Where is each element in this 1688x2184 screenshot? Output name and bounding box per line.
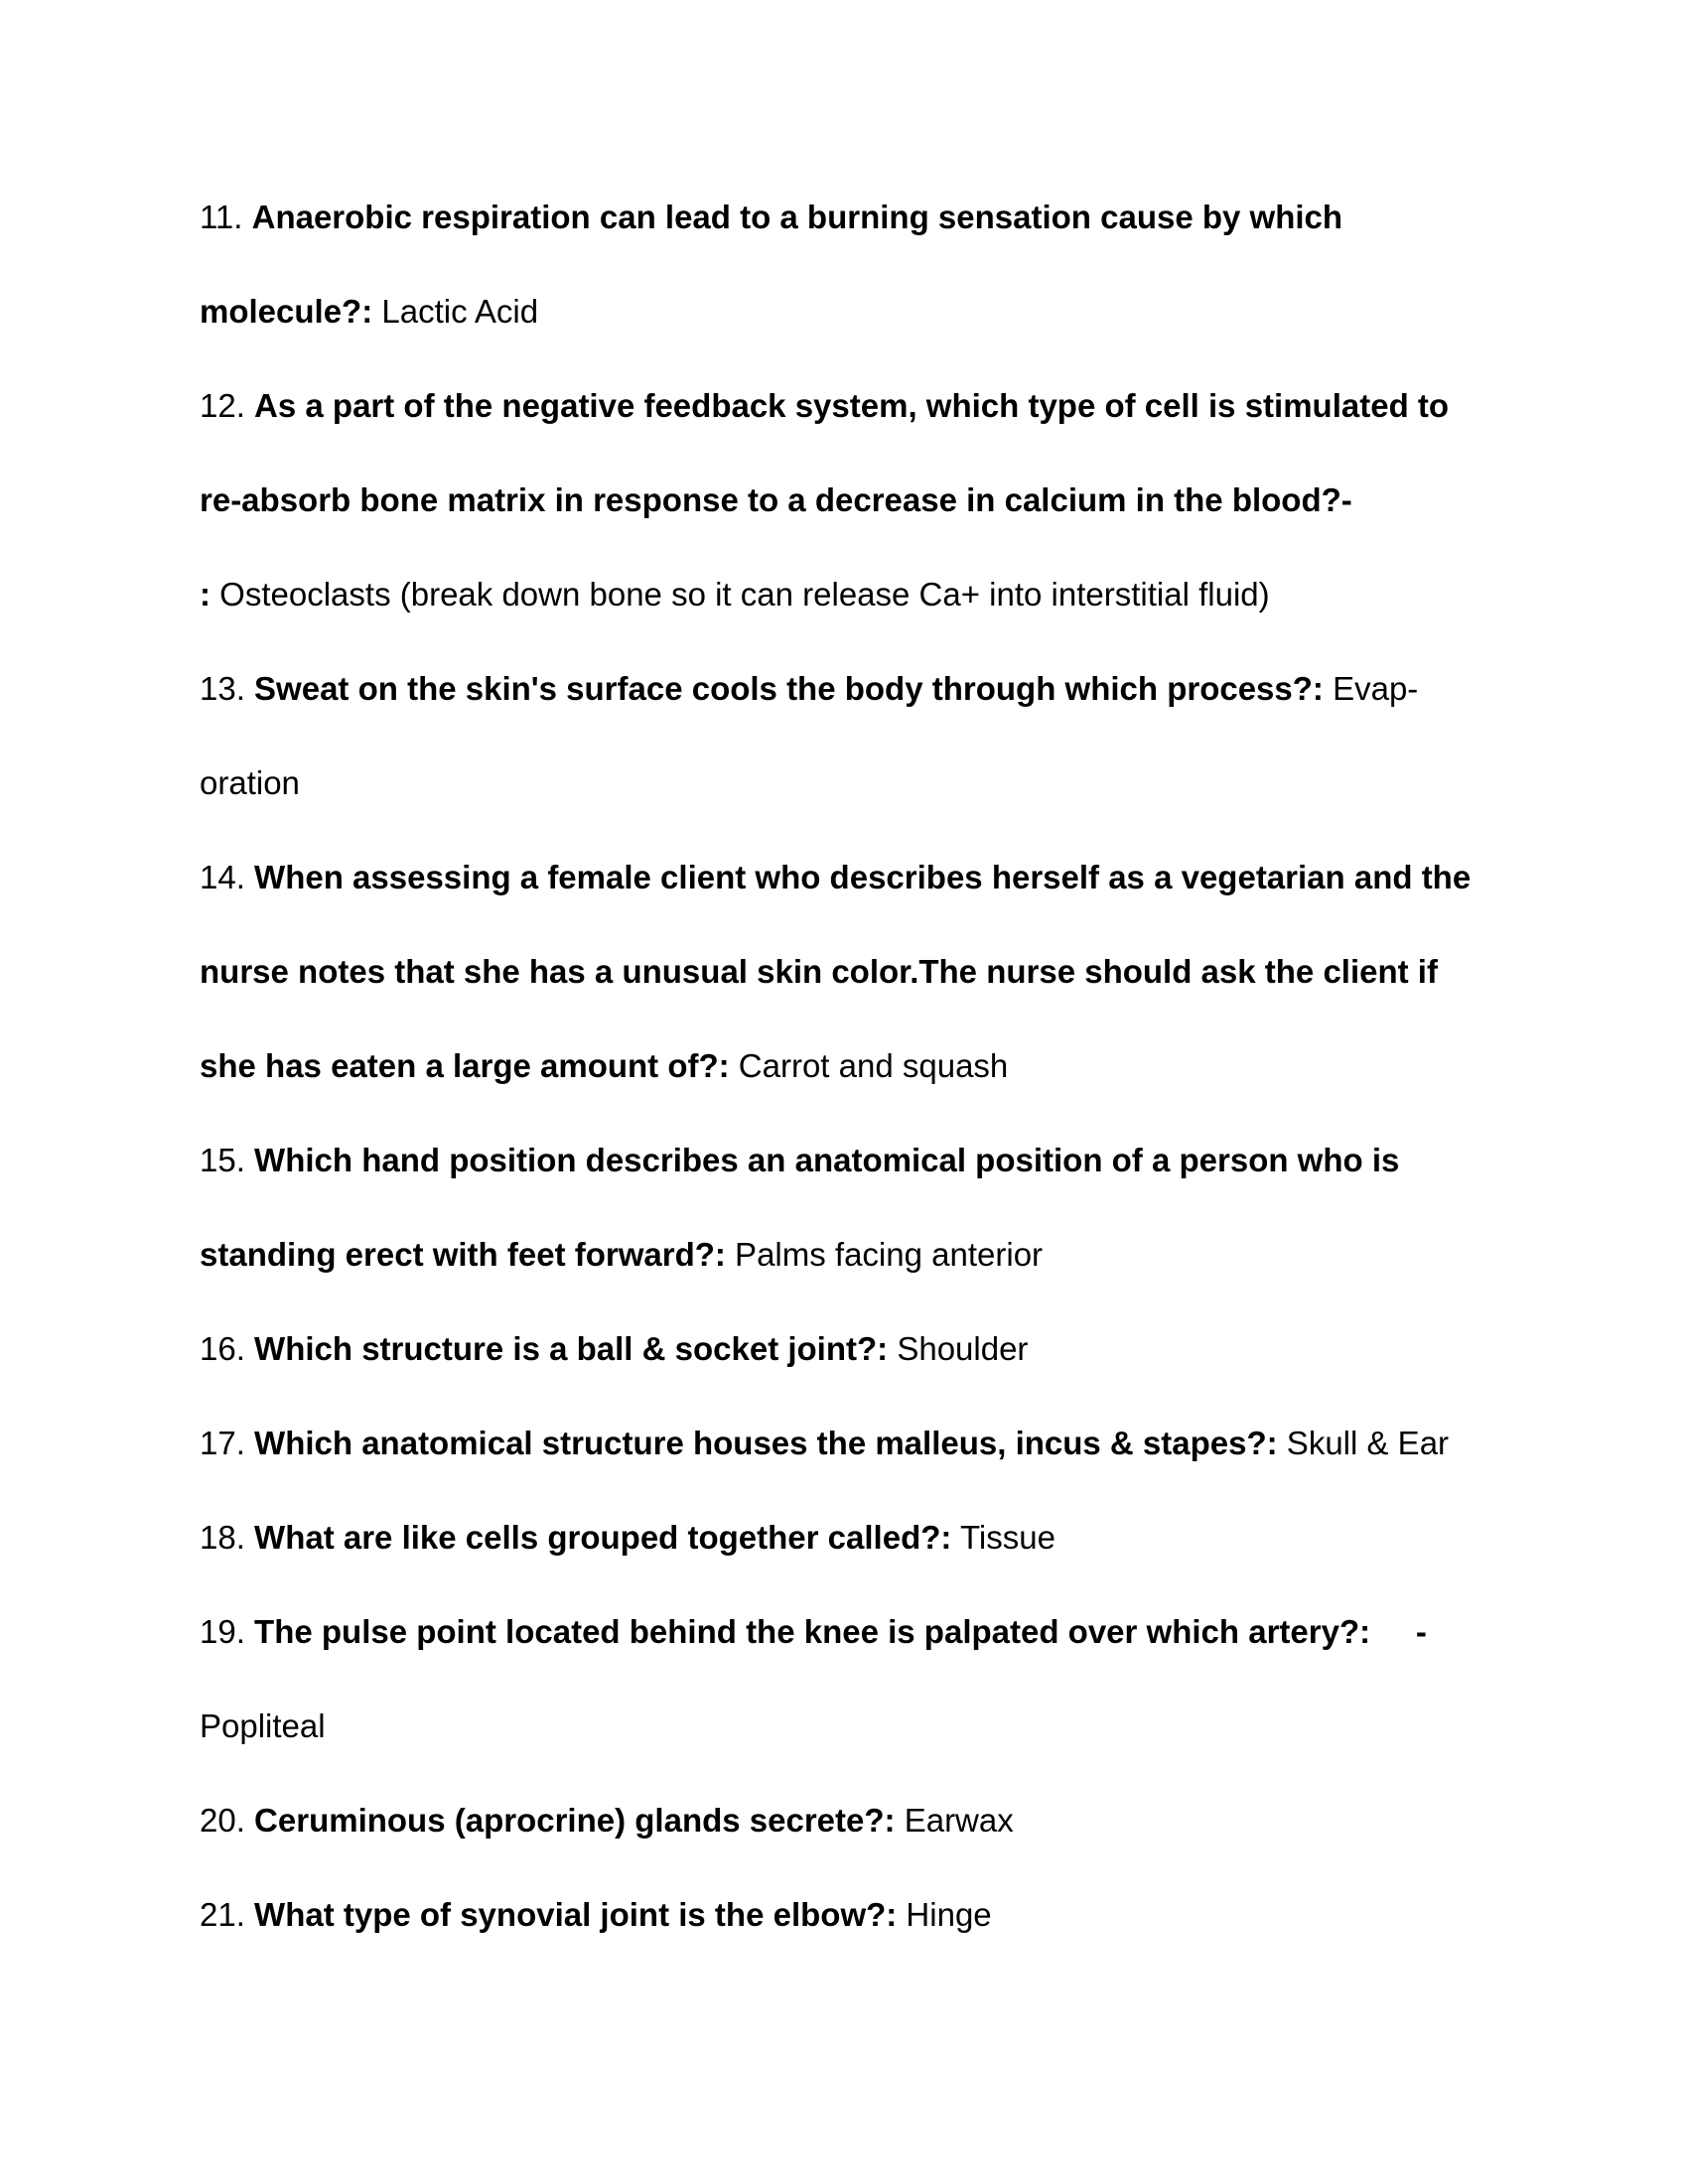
question-text: Which hand position describes an anatomical position of a person who is	[254, 1142, 1400, 1178]
question-15-line-2	[200, 1235, 1490, 1275]
question-number: 12.	[200, 387, 245, 424]
question-14-line-2	[200, 952, 1490, 992]
question-text: she has eaten a large amount of?:	[200, 1047, 730, 1084]
question-text: standing erect with feet forward?:	[200, 1236, 726, 1273]
answer-text: Osteoclasts (break down bone so it can release Ca+ into interstitial fluid)	[211, 576, 1270, 613]
question-number: 14.	[200, 859, 245, 895]
question-17-line-1	[200, 1424, 1490, 1463]
answer-text: Shoulder	[888, 1330, 1029, 1367]
question-19-line-2	[200, 1706, 1490, 1746]
answer-text: Palms facing anterior	[725, 1236, 1044, 1273]
question-number: 20.	[200, 1802, 245, 1839]
question-16-line-1	[200, 1329, 1490, 1369]
question-13-line-2	[200, 763, 1490, 803]
question-text: When assessing a female client who describes herself as a vegetarian and the	[254, 859, 1472, 895]
answer-text: oration	[200, 764, 300, 801]
question-19-line-1	[200, 1612, 1490, 1652]
question-text: Which anatomical structure houses the malleus, incus & stapes?:	[254, 1425, 1278, 1461]
question-text: Anaerobic respiration can lead to a burning sensation cause by which	[251, 199, 1343, 235]
question-text: Sweat on the skin's surface cools the body through which process?:	[254, 670, 1324, 707]
question-12-line-1	[200, 386, 1490, 426]
answer-text: Earwax	[895, 1802, 1014, 1839]
question-12-line-3	[200, 575, 1490, 614]
question-21-line-1	[200, 1895, 1490, 1935]
question-number: 16.	[200, 1330, 245, 1367]
answer-text: Popliteal	[200, 1707, 326, 1744]
answer-text: Hinge	[897, 1896, 992, 1933]
question-text: molecule?:	[200, 293, 373, 330]
question-text: :	[200, 576, 211, 613]
answer-text: Carrot and squash	[729, 1047, 1009, 1084]
question-14-line-1	[200, 858, 1490, 897]
question-text: Ceruminous (aprocrine) glands secrete?:	[254, 1802, 896, 1839]
question-number: 21.	[200, 1896, 245, 1933]
question-text: As a part of the negative feedback system, which type of cell is stimulated to	[254, 387, 1450, 424]
question-12-line-2	[200, 480, 1490, 520]
question-11-line-2	[200, 292, 1490, 332]
question-number: 11.	[200, 199, 243, 235]
question-15-line-1	[200, 1141, 1490, 1180]
question-number: 13.	[200, 670, 245, 707]
question-number: 15.	[200, 1142, 245, 1178]
question-11-line-1	[200, 198, 1490, 237]
answer-text: Lactic Acid	[372, 293, 539, 330]
question-number: 17.	[200, 1425, 245, 1461]
question-text: What type of synovial joint is the elbow?:	[254, 1896, 898, 1933]
question-20-line-1	[200, 1801, 1490, 1841]
question-13-line-1	[200, 669, 1490, 709]
question-text: nurse notes that she has a unusual skin color.The nurse should ask the client if	[200, 953, 1438, 990]
question-number: 18.	[200, 1519, 245, 1556]
question-number: 19.	[200, 1613, 245, 1650]
question-14-line-3	[200, 1046, 1490, 1086]
answer-text: Skull & Ear	[1277, 1425, 1450, 1461]
answer-text: Evap-	[1323, 670, 1419, 707]
answer-text: Tissue	[951, 1519, 1055, 1556]
question-text: re-absorb bone matrix in response to a decrease in calcium in the blood?-	[200, 481, 1352, 518]
question-text: What are like cells grouped together called?:	[254, 1519, 952, 1556]
question-text: Which structure is a ball & socket joint?:	[254, 1330, 889, 1367]
question-text: The pulse point located behind the knee is palpated over which artery?: -	[254, 1613, 1427, 1650]
question-18-line-1	[200, 1518, 1490, 1558]
